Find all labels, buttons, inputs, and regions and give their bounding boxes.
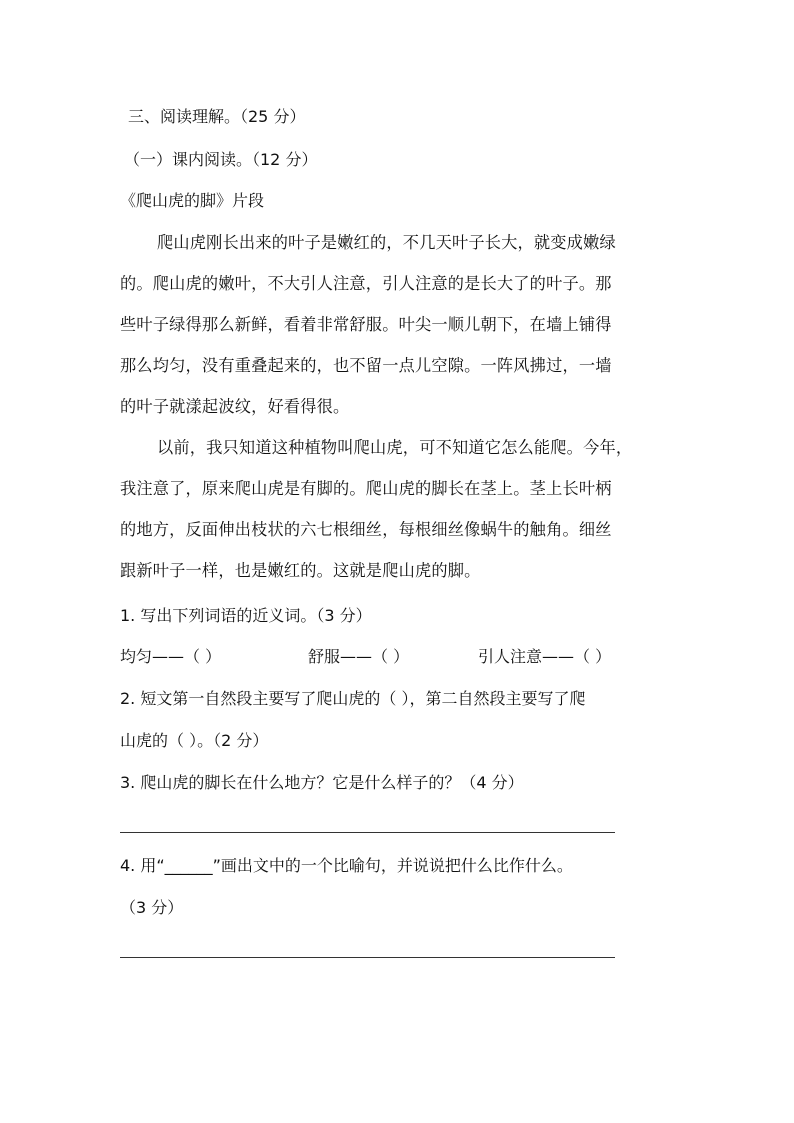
question-3-answer-line[interactable] bbox=[120, 832, 615, 833]
passage-line: 的叶子就漾起波纹，好看得很。 bbox=[120, 397, 350, 416]
passage-line: 爬山虎刚长出来的叶子是嫩红的，不几天叶子长大，就变成嫩绿 bbox=[157, 233, 616, 252]
excerpt-title: 《爬山虎的脚》片段 bbox=[120, 191, 265, 210]
passage-line: 那么均匀，没有重叠起来的，也不留一点儿空隙。一阵风拂过，一墙 bbox=[120, 356, 612, 375]
question-1-text: 1. 写出下列词语的近义词。（3 分） bbox=[120, 606, 372, 625]
passage-line: 跟新叶子一样，也是嫩红的。这就是爬山虎的脚。 bbox=[120, 561, 481, 580]
synonym-item-junyun: 均匀——（ ） bbox=[120, 647, 222, 666]
question-2-text-cont: 山虎的（ ）。（2 分） bbox=[120, 731, 269, 750]
synonym-item-shufu: 舒服——（ ） bbox=[308, 647, 410, 666]
synonym-item-yinrenzhuyi: 引人注意——（ ） bbox=[478, 647, 612, 666]
passage-line: 的地方，反面伸出枝状的六七根细丝，每根细丝像蜗牛的触角。细丝 bbox=[120, 520, 612, 539]
question-4-text: 4. 用“______”画出文中的一个比喻句，并说说把什么比作什么。 bbox=[120, 856, 573, 875]
passage-line: 我注意了，原来爬山虎是有脚的。爬山虎的脚长在茎上。茎上长叶柄 bbox=[120, 479, 612, 498]
question-2-text: 2. 短文第一自然段主要写了爬山虎的（ ），第二自然段主要写了爬 bbox=[120, 689, 586, 708]
question-4-text-cont: （3 分） bbox=[120, 898, 184, 917]
question-3-text: 3. 爬山虎的脚长在什么地方？它是什么样子的？（4 分） bbox=[120, 773, 524, 792]
passage-line: 以前，我只知道这种植物叫爬山虎，可不知道它怎么能爬。今年， bbox=[157, 438, 633, 457]
question-4-answer-line[interactable] bbox=[120, 957, 615, 958]
section-subtitle: （一）课内阅读。（12 分） bbox=[124, 150, 318, 169]
passage-line: 些叶子绿得那么新鲜，看着非常舒服。叶尖一顺儿朝下，在墙上铺得 bbox=[120, 315, 612, 334]
section-title: 三、阅读理解。（25 分） bbox=[128, 107, 306, 126]
passage-line: 的。爬山虎的嫩叶，不大引人注意，引人注意的是长大了的叶子。那 bbox=[120, 274, 612, 293]
